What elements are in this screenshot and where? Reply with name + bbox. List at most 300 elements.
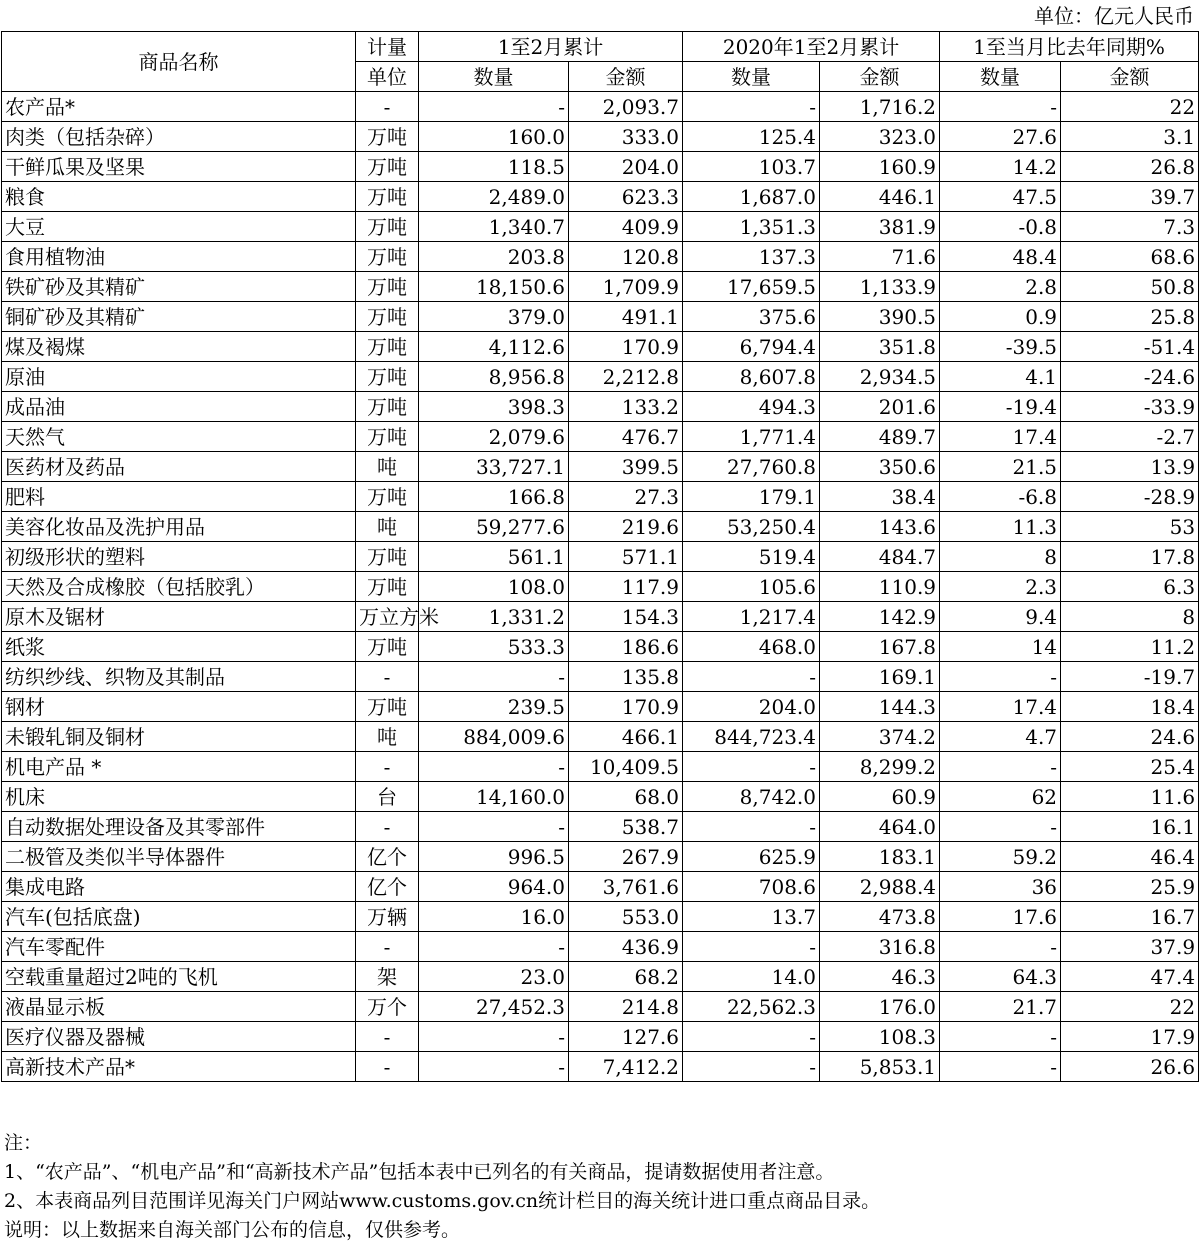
measure-unit: 万立方米: [356, 602, 419, 632]
qty-current: -: [419, 1052, 569, 1082]
header-amt: 金额: [820, 62, 940, 92]
amt-current: 135.8: [569, 662, 683, 692]
qty-2020: 1,351.3: [683, 212, 820, 242]
amt-yoy: 17.9: [1061, 1022, 1199, 1052]
amt-yoy: 13.9: [1061, 452, 1199, 482]
amt-2020: 183.1: [820, 842, 940, 872]
qty-current: -: [419, 662, 569, 692]
header-unit-line2: 单位: [356, 62, 419, 92]
table-row: [2, 902, 1199, 932]
header-name: 商品名称: [2, 32, 356, 92]
qty-yoy: 11.3: [940, 512, 1061, 542]
measure-unit: -: [356, 1052, 419, 1082]
note-item: 1、“农产品”、“机电产品”和“高新技术产品”包括本表中已列名的有关商品，提请数据使用者注意。: [4, 1161, 835, 1183]
commodity-name: 大豆: [2, 212, 356, 242]
amt-current: 204.0: [569, 152, 683, 182]
amt-yoy: 25.4: [1061, 752, 1199, 782]
qty-yoy: 2.8: [940, 272, 1061, 302]
qty-current: 2,079.6: [419, 422, 569, 452]
qty-yoy: 2.3: [940, 572, 1061, 602]
qty-2020: 519.4: [683, 542, 820, 572]
amt-yoy: -2.7: [1061, 422, 1199, 452]
amt-2020: 38.4: [820, 482, 940, 512]
amt-2020: 390.5: [820, 302, 940, 332]
commodity-name: 高新技术产品*: [2, 1052, 356, 1082]
amt-2020: 374.2: [820, 722, 940, 752]
commodity-name: 天然气: [2, 422, 356, 452]
amt-yoy: 24.6: [1061, 722, 1199, 752]
measure-unit: -: [356, 812, 419, 842]
qty-yoy: -0.8: [940, 212, 1061, 242]
amt-current: 154.3: [569, 602, 683, 632]
measure-unit: 万吨: [356, 302, 419, 332]
measure-unit: 万吨: [356, 362, 419, 392]
amt-yoy: 68.6: [1061, 242, 1199, 272]
table-row: [2, 872, 1199, 902]
amt-2020: 71.6: [820, 242, 940, 272]
measure-unit: -: [356, 932, 419, 962]
amt-yoy: 39.7: [1061, 182, 1199, 212]
measure-unit: -: [356, 752, 419, 782]
qty-current: 27,452.3: [419, 992, 569, 1022]
amt-current: 466.1: [569, 722, 683, 752]
qty-yoy: 62: [940, 782, 1061, 812]
qty-2020: 27,760.8: [683, 452, 820, 482]
amt-current: 10,409.5: [569, 752, 683, 782]
amt-current: 68.2: [569, 962, 683, 992]
qty-current: 8,956.8: [419, 362, 569, 392]
amt-2020: 473.8: [820, 902, 940, 932]
amt-yoy: -51.4: [1061, 332, 1199, 362]
unit-note: 单位：亿元人民币: [1034, 4, 1194, 28]
commodity-name: 空载重量超过2吨的飞机: [2, 962, 356, 992]
measure-unit: 台: [356, 782, 419, 812]
table-row: [2, 122, 1199, 152]
table-row: [2, 482, 1199, 512]
amt-current: 170.9: [569, 332, 683, 362]
qty-2020: 625.9: [683, 842, 820, 872]
measure-unit: 亿个: [356, 842, 419, 872]
amt-yoy: -24.6: [1061, 362, 1199, 392]
qty-2020: 179.1: [683, 482, 820, 512]
amt-2020: 484.7: [820, 542, 940, 572]
table-row: [2, 452, 1199, 482]
amt-current: 1,709.9: [569, 272, 683, 302]
qty-yoy: 8: [940, 542, 1061, 572]
amt-current: 68.0: [569, 782, 683, 812]
amt-2020: 167.8: [820, 632, 940, 662]
qty-2020: -: [683, 92, 820, 122]
qty-current: -: [419, 752, 569, 782]
header-qty: 数量: [683, 62, 820, 92]
measure-unit: 万吨: [356, 542, 419, 572]
table-row: [2, 812, 1199, 842]
qty-yoy: 21.7: [940, 992, 1061, 1022]
amt-current: 170.9: [569, 692, 683, 722]
qty-yoy: -19.4: [940, 392, 1061, 422]
qty-2020: 844,723.4: [683, 722, 820, 752]
commodity-name: 钢材: [2, 692, 356, 722]
amt-2020: 176.0: [820, 992, 940, 1022]
amt-2020: 60.9: [820, 782, 940, 812]
amt-current: 127.6: [569, 1022, 683, 1052]
amt-yoy: 11.6: [1061, 782, 1199, 812]
amt-current: 2,212.8: [569, 362, 683, 392]
amt-yoy: 8: [1061, 602, 1199, 632]
qty-yoy: -6.8: [940, 482, 1061, 512]
qty-current: 561.1: [419, 542, 569, 572]
measure-unit: 吨: [356, 722, 419, 752]
table-row: [2, 692, 1199, 722]
amt-yoy: 53: [1061, 512, 1199, 542]
amt-yoy: 11.2: [1061, 632, 1199, 662]
amt-yoy: -19.7: [1061, 662, 1199, 692]
qty-2020: -: [683, 812, 820, 842]
qty-2020: 14.0: [683, 962, 820, 992]
amt-yoy: 16.7: [1061, 902, 1199, 932]
measure-unit: 吨: [356, 512, 419, 542]
commodity-name: 天然及合成橡胶（包括胶乳）: [2, 572, 356, 602]
qty-2020: -: [683, 932, 820, 962]
amt-yoy: 3.1: [1061, 122, 1199, 152]
qty-2020: 103.7: [683, 152, 820, 182]
qty-yoy: 17.6: [940, 902, 1061, 932]
notes: [4, 1129, 880, 1245]
qty-2020: 375.6: [683, 302, 820, 332]
qty-yoy: -: [940, 752, 1061, 782]
measure-unit: 万吨: [356, 272, 419, 302]
commodity-name: 食用植物油: [2, 242, 356, 272]
amt-current: 120.8: [569, 242, 683, 272]
commodity-name: 铁矿砂及其精矿: [2, 272, 356, 302]
header-group-yoy: 1至当月比去年同期%: [940, 32, 1199, 62]
measure-unit: 万辆: [356, 902, 419, 932]
table-row: [2, 422, 1199, 452]
qty-current: 23.0: [419, 962, 569, 992]
amt-2020: 144.3: [820, 692, 940, 722]
table-row: [2, 1022, 1199, 1052]
amt-yoy: 47.4: [1061, 962, 1199, 992]
amt-current: 623.3: [569, 182, 683, 212]
amt-current: 538.7: [569, 812, 683, 842]
commodity-name: 原木及锯材: [2, 602, 356, 632]
amt-yoy: -28.9: [1061, 482, 1199, 512]
header-qty: 数量: [419, 62, 569, 92]
amt-yoy: 26.6: [1061, 1052, 1199, 1082]
amt-2020: 142.9: [820, 602, 940, 632]
amt-current: 399.5: [569, 452, 683, 482]
measure-unit: -: [356, 92, 419, 122]
qty-current: 398.3: [419, 392, 569, 422]
qty-2020: 708.6: [683, 872, 820, 902]
table-row: [2, 512, 1199, 542]
amt-2020: 316.8: [820, 932, 940, 962]
qty-2020: 137.3: [683, 242, 820, 272]
measure-unit: 万吨: [356, 692, 419, 722]
amt-2020: 489.7: [820, 422, 940, 452]
measure-unit: 万吨: [356, 182, 419, 212]
amt-2020: 351.8: [820, 332, 940, 362]
measure-unit: 万吨: [356, 572, 419, 602]
qty-2020: 6,794.4: [683, 332, 820, 362]
qty-2020: 53,250.4: [683, 512, 820, 542]
qty-yoy: 59.2: [940, 842, 1061, 872]
amt-current: 3,761.6: [569, 872, 683, 902]
table-row: [2, 272, 1199, 302]
qty-2020: 494.3: [683, 392, 820, 422]
table-row: [2, 752, 1199, 782]
qty-current: 166.8: [419, 482, 569, 512]
amt-current: 7,412.2: [569, 1052, 683, 1082]
qty-2020: -: [683, 662, 820, 692]
amt-current: 186.6: [569, 632, 683, 662]
commodity-name: 机电产品 *: [2, 752, 356, 782]
qty-current: -: [419, 932, 569, 962]
table-row: [2, 242, 1199, 272]
amt-2020: 160.9: [820, 152, 940, 182]
qty-current: 18,150.6: [419, 272, 569, 302]
qty-yoy: 48.4: [940, 242, 1061, 272]
qty-yoy: 17.4: [940, 422, 1061, 452]
commodity-name: 未锻轧铜及铜材: [2, 722, 356, 752]
qty-current: -: [419, 92, 569, 122]
qty-yoy: -: [940, 812, 1061, 842]
measure-unit: 架: [356, 962, 419, 992]
qty-yoy: -39.5: [940, 332, 1061, 362]
measure-unit: 万吨: [356, 632, 419, 662]
amt-current: 409.9: [569, 212, 683, 242]
amt-2020: 1,716.2: [820, 92, 940, 122]
table-row: [2, 842, 1199, 872]
table-row: [2, 992, 1199, 1022]
qty-current: 160.0: [419, 122, 569, 152]
commodity-name: 粮食: [2, 182, 356, 212]
table-row: [2, 302, 1199, 332]
table-row: [2, 662, 1199, 692]
qty-yoy: -: [940, 1052, 1061, 1082]
table-row: [2, 392, 1199, 422]
qty-current: 33,727.1: [419, 452, 569, 482]
table-body: [2, 92, 1199, 1082]
measure-unit: 万吨: [356, 212, 419, 242]
measure-unit: 亿个: [356, 872, 419, 902]
commodity-name: 纸浆: [2, 632, 356, 662]
amt-2020: 381.9: [820, 212, 940, 242]
measure-unit: 万吨: [356, 482, 419, 512]
qty-current: 203.8: [419, 242, 569, 272]
qty-2020: 1,687.0: [683, 182, 820, 212]
amt-current: 491.1: [569, 302, 683, 332]
commodity-name: 农产品*: [2, 92, 356, 122]
commodity-name: 初级形状的塑料: [2, 542, 356, 572]
amt-current: 2,093.7: [569, 92, 683, 122]
table-row: [2, 932, 1199, 962]
qty-yoy: 21.5: [940, 452, 1061, 482]
amt-yoy: 26.8: [1061, 152, 1199, 182]
commodity-name: 干鲜瓜果及坚果: [2, 152, 356, 182]
qty-2020: 17,659.5: [683, 272, 820, 302]
amt-current: 571.1: [569, 542, 683, 572]
qty-current: 1,340.7: [419, 212, 569, 242]
amt-2020: 350.6: [820, 452, 940, 482]
qty-2020: 1,771.4: [683, 422, 820, 452]
amt-2020: 464.0: [820, 812, 940, 842]
qty-current: 2,489.0: [419, 182, 569, 212]
amt-yoy: 25.9: [1061, 872, 1199, 902]
note-item: 2、本表商品列目范围详见海关门户网站www.customs.gov.cn统计栏目的海关统计进口重点商品目录。: [4, 1190, 881, 1212]
amt-yoy: 50.8: [1061, 272, 1199, 302]
commodity-name: 汽车零配件: [2, 932, 356, 962]
notes-heading: 注：: [4, 1132, 43, 1154]
header-amt: 金额: [569, 62, 683, 92]
table-row: [2, 332, 1199, 362]
qty-current: 1,331.2: [419, 602, 569, 632]
amt-2020: 46.3: [820, 962, 940, 992]
qty-2020: 468.0: [683, 632, 820, 662]
measure-unit: 万吨: [356, 422, 419, 452]
commodity-name: 铜矿砂及其精矿: [2, 302, 356, 332]
commodity-name: 美容化妆品及洗护用品: [2, 512, 356, 542]
qty-current: 14,160.0: [419, 782, 569, 812]
table-row: [2, 602, 1199, 632]
amt-2020: 108.3: [820, 1022, 940, 1052]
header-amt: 金额: [1061, 62, 1199, 92]
table-row: [2, 782, 1199, 812]
amt-2020: 5,853.1: [820, 1052, 940, 1082]
amt-yoy: 22: [1061, 992, 1199, 1022]
commodity-name: 二极管及类似半导体器件: [2, 842, 356, 872]
qty-yoy: 9.4: [940, 602, 1061, 632]
qty-current: 533.3: [419, 632, 569, 662]
header-qty: 数量: [940, 62, 1061, 92]
amt-current: 553.0: [569, 902, 683, 932]
qty-yoy: 27.6: [940, 122, 1061, 152]
measure-unit: 吨: [356, 452, 419, 482]
commodity-name: 煤及褐煤: [2, 332, 356, 362]
header-group-2020: 2020年1至2月累计: [683, 32, 940, 62]
amt-current: 333.0: [569, 122, 683, 152]
qty-yoy: -: [940, 1022, 1061, 1052]
import-commodity-table: [1, 31, 1199, 1082]
table-row: [2, 542, 1199, 572]
amt-yoy: 25.8: [1061, 302, 1199, 332]
qty-yoy: 17.4: [940, 692, 1061, 722]
qty-current: 118.5: [419, 152, 569, 182]
qty-yoy: -: [940, 932, 1061, 962]
qty-current: -: [419, 812, 569, 842]
amt-current: 214.8: [569, 992, 683, 1022]
qty-2020: -: [683, 752, 820, 782]
amt-2020: 201.6: [820, 392, 940, 422]
qty-2020: 8,742.0: [683, 782, 820, 812]
amt-yoy: 22: [1061, 92, 1199, 122]
qty-yoy: -: [940, 92, 1061, 122]
commodity-name: 成品油: [2, 392, 356, 422]
amt-current: 133.2: [569, 392, 683, 422]
qty-current: 964.0: [419, 872, 569, 902]
qty-yoy: 14.2: [940, 152, 1061, 182]
commodity-name: 原油: [2, 362, 356, 392]
amt-yoy: 37.9: [1061, 932, 1199, 962]
amt-yoy: 18.4: [1061, 692, 1199, 722]
qty-2020: 13.7: [683, 902, 820, 932]
header-unit-line1: 计量: [356, 32, 419, 62]
table-row: [2, 362, 1199, 392]
amt-2020: 8,299.2: [820, 752, 940, 782]
amt-yoy: 6.3: [1061, 572, 1199, 602]
commodity-name: 液晶显示板: [2, 992, 356, 1022]
commodity-name: 医疗仪器及器械: [2, 1022, 356, 1052]
table-row: [2, 962, 1199, 992]
amt-yoy: 16.1: [1061, 812, 1199, 842]
qty-yoy: 36: [940, 872, 1061, 902]
amt-current: 219.6: [569, 512, 683, 542]
measure-unit: -: [356, 662, 419, 692]
commodity-name: 自动数据处理设备及其零部件: [2, 812, 356, 842]
qty-yoy: 4.1: [940, 362, 1061, 392]
amt-yoy: 7.3: [1061, 212, 1199, 242]
qty-2020: 8,607.8: [683, 362, 820, 392]
measure-unit: 万吨: [356, 332, 419, 362]
commodity-name: 医药材及药品: [2, 452, 356, 482]
amt-yoy: -33.9: [1061, 392, 1199, 422]
amt-current: 117.9: [569, 572, 683, 602]
amt-yoy: 46.4: [1061, 842, 1199, 872]
commodity-name: 机床: [2, 782, 356, 812]
qty-2020: -: [683, 1022, 820, 1052]
measure-unit: -: [356, 1022, 419, 1052]
amt-2020: 169.1: [820, 662, 940, 692]
amt-current: 27.3: [569, 482, 683, 512]
qty-current: 108.0: [419, 572, 569, 602]
qty-current: -: [419, 1022, 569, 1052]
qty-yoy: 64.3: [940, 962, 1061, 992]
table-row: [2, 632, 1199, 662]
table-row: [2, 182, 1199, 212]
table-row: [2, 212, 1199, 242]
qty-2020: 1,217.4: [683, 602, 820, 632]
table-row: [2, 722, 1199, 752]
qty-current: 239.5: [419, 692, 569, 722]
commodity-name: 集成电路: [2, 872, 356, 902]
qty-yoy: 0.9: [940, 302, 1061, 332]
qty-current: 379.0: [419, 302, 569, 332]
qty-current: 16.0: [419, 902, 569, 932]
header-row-1: [2, 32, 1199, 62]
qty-yoy: -: [940, 662, 1061, 692]
measure-unit: 万个: [356, 992, 419, 1022]
commodity-name: 汽车(包括底盘): [2, 902, 356, 932]
amt-current: 267.9: [569, 842, 683, 872]
table-row: [2, 1052, 1199, 1082]
amt-2020: 1,133.9: [820, 272, 940, 302]
qty-current: 884,009.6: [419, 722, 569, 752]
qty-2020: 125.4: [683, 122, 820, 152]
measure-unit: 万吨: [356, 152, 419, 182]
table-row: [2, 92, 1199, 122]
header-group-current: 1至2月累计: [419, 32, 683, 62]
commodity-name: 肉类（包括杂碎）: [2, 122, 356, 152]
amt-2020: 143.6: [820, 512, 940, 542]
qty-current: 4,112.6: [419, 332, 569, 362]
disclaimer: 说明：以上数据来自海关部门公布的信息，仅供参考。: [4, 1219, 461, 1241]
amt-current: 436.9: [569, 932, 683, 962]
amt-2020: 2,988.4: [820, 872, 940, 902]
qty-2020: 22,562.3: [683, 992, 820, 1022]
qty-2020: 105.6: [683, 572, 820, 602]
measure-unit: 万吨: [356, 122, 419, 152]
qty-current: 59,277.6: [419, 512, 569, 542]
